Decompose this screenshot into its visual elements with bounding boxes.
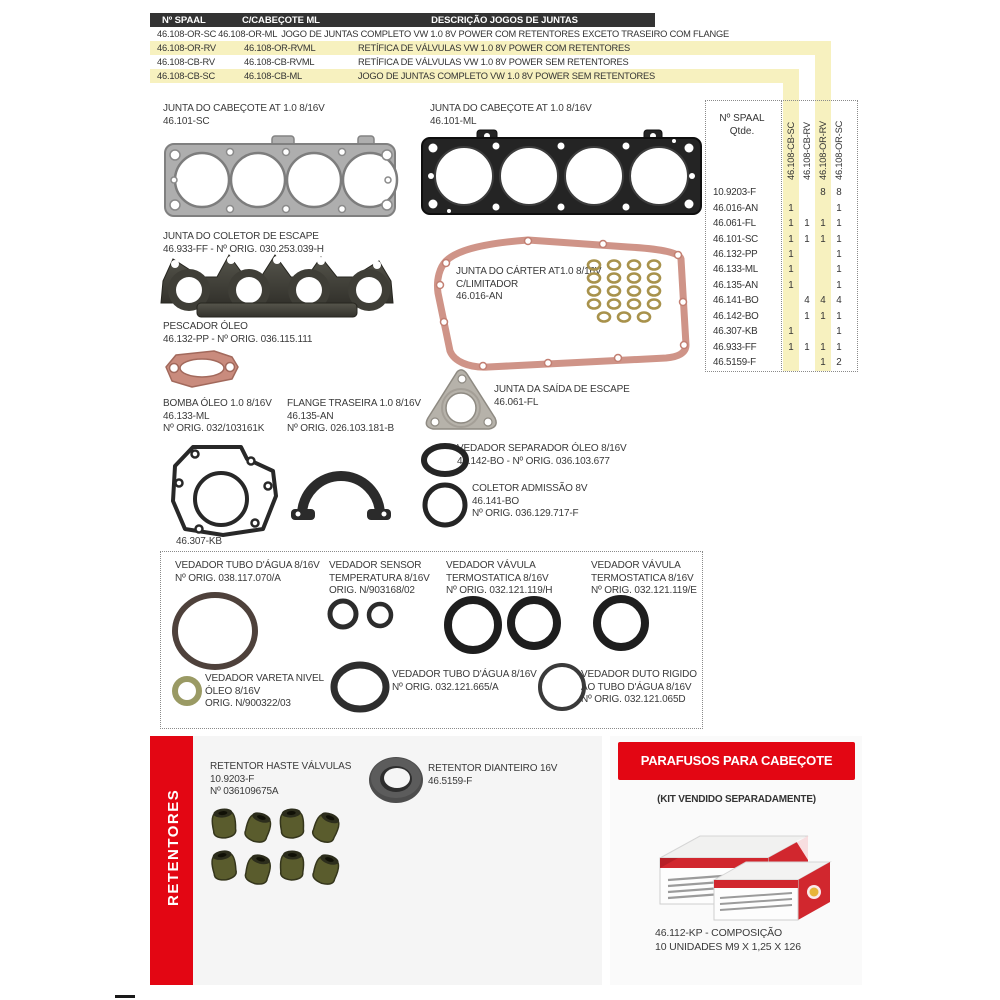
head-gasket-black-image [419, 126, 704, 231]
label-coletor-escape: JUNTA DO COLETOR DE ESCAPE 46.933-FF - Nº ORIG. 030.253.039-H [163, 231, 324, 255]
thermostat-valve-seal-e-image [592, 594, 654, 661]
head-bolts-kit-boxes-image [638, 818, 833, 931]
label-flange-traseira: FLANGE TRASEIRA 1.0 8/16V 46.135-AN Nº ORIG. 026.103.181-B [287, 398, 421, 434]
label-vedador-valvula-termostatica-e: VEDADOR VÁVULA TERMOSTATICA 8/16V Nº ORIG. 032.121.119/E [591, 560, 697, 596]
jogos-table-row: 46.108-OR-RV 46.108-OR-RVML RETÍFICA DE VÁLVULAS VW 1.0 8V POWER COM RETENTORES [150, 41, 655, 55]
label-coletor-admissao: COLETOR ADMISSÃO 8V 46.141-BO Nº ORIG. 036.129.717-F [472, 483, 588, 519]
header-descricao: DESCRIÇÃO JOGOS DE JUNTAS [431, 14, 578, 26]
label-retentor-haste: RETENTOR HASTE VÁLVULAS 10.9203-F Nº 036109675A [210, 761, 352, 797]
qty-table-rows [706, 185, 857, 370]
qty-column-header: 46.108-OR-SC [834, 120, 844, 180]
label-pescador-oleo: PESCADOR ÓLEO 46.132-PP - Nº ORIG. 036.115.111 [163, 321, 313, 345]
page-corner-mark [115, 995, 135, 998]
oil-pickup-gasket-image [162, 347, 242, 396]
label-junta-carter: JUNTA DO CÁRTER AT1.0 8/16V C/LIMITADOR 46.016-AN [456, 266, 602, 302]
intake-manifold-seal-image [418, 480, 472, 535]
connector-band-or-rv-horizontal [655, 41, 831, 55]
label-parafusos-composicao: 46.112-KP - COMPOSIÇÃO 10 UNIDADES M9 X 1,25 X 126 [655, 927, 801, 953]
label-bomba-oleo: BOMBA ÓLEO 1.0 8/16V 46.133-ML Nº ORIG. 032/103161K [163, 398, 272, 434]
label-vedador-valvula-termostatica-h: VEDADOR VÁVULA TERMOSTATICA 8/16V Nº ORIG. 032.121.119/H [446, 560, 553, 596]
qty-table-row: 46.135-AN 1 1 [713, 279, 842, 291]
limiter-rings-image [582, 258, 666, 331]
qty-column-header: 46.108-CB-SC [786, 121, 796, 180]
thermostat-valve-seals-h-image [442, 594, 568, 663]
label-vedador-sensor-temperatura: VEDADOR SENSOR TEMPERATURA 8/16V ORIG. N/903168/02 [329, 560, 430, 596]
valve-stem-seals-image [202, 798, 342, 891]
qty-table-row: 46.142-BO 1 1 1 [713, 310, 842, 322]
dipstick-seal-image [170, 675, 206, 714]
temperature-sensor-seals-image [326, 595, 400, 640]
label-retentor-dianteiro: RETENTOR DIANTEIRO 16V 46.5159-F [428, 763, 558, 787]
qty-table-row: 46.141-BO 4 4 4 [713, 295, 842, 307]
head-gasket-grey-image [162, 130, 400, 235]
qty-table-row: 46.132-PP 1 1 [713, 248, 842, 260]
jogos-de-juntas-table [150, 13, 730, 83]
connector-band-cb-sc-horizontal [655, 69, 799, 83]
label-vedador-tubo-agua-2: VEDADOR TUBO D'ÁGUA 8/16V Nº ORIG. 032.121.665/A [392, 669, 537, 693]
water-tube-seal-small-image [329, 661, 393, 720]
label-kit-46307kb: 46.307-KB [176, 536, 222, 547]
retentores-side-label: RETENTORES [165, 788, 182, 906]
qty-table-row: 46.061-FL 1 1 1 1 [713, 218, 842, 230]
qty-table-row: 46.933-FF 1 1 1 1 [713, 341, 842, 353]
jogos-table-row: 46.108-CB-SC 46.108-CB-ML JOGO DE JUNTAS COMPLETO VW 1.0 8V POWER SEM RETENTORES [150, 69, 655, 83]
label-vedador-vareta-nivel: VEDADOR VARETA NIVEL ÓLEO 8/16V ORIG. N/900322/03 [205, 673, 324, 709]
label-junta-cabecote-ml: JUNTA DO CABEÇOTE AT 1.0 8/16V 46.101-ML [430, 103, 592, 127]
qty-table-row: 46.133-ML 1 1 [713, 264, 842, 276]
front-crankshaft-seal-image [366, 754, 426, 811]
label-saida-escape: JUNTA DA SAÍDA DE ESCAPE 46.061-FL [494, 384, 630, 408]
qty-column-header: 46.108-OR-RV [818, 121, 828, 180]
qty-column-header: 46.108-CB-RV [802, 122, 812, 180]
qty-table-corner-label: Nº SPAAL Qtde. [719, 113, 765, 137]
rigid-duct-seal-image [535, 661, 591, 720]
qty-table-row: 46.101-SC 1 1 1 1 [713, 233, 842, 245]
qty-table-row: 46.016-AN 1 1 [713, 202, 842, 214]
label-junta-cabecote-sc: JUNTA DO CABEÇOTE AT 1.0 8/16V 46.101-SC [163, 103, 325, 127]
header-cabecote: C/CABEÇOTE ML [242, 14, 320, 26]
qty-table-row: 46.5159-F 1 2 [713, 357, 842, 369]
oil-separator-seal-image [418, 440, 472, 485]
rear-flange-gasket-image [288, 441, 394, 530]
water-tube-seal-large-image [169, 590, 261, 677]
label-vedador-tubo-agua-1: VEDADOR TUBO D'ÁGUA 8/16V Nº ORIG. 038.117.070/A [175, 560, 320, 584]
label-vedador-duto-rigido: VEDADOR DUTO RIGIDO AO TUBO D'ÁGUA 8/16V Nº ORIG. 032.121.065D [581, 669, 697, 705]
parafusos-kit-note: (KIT VENDIDO SEPARADAMENTE) [657, 794, 816, 805]
qty-table-row: 46.307-KB 1 1 [713, 326, 842, 338]
jogos-table-row: 46.108-CB-RV 46.108-CB-RVML RETÍFICA DE VÁLVULAS VW 1.0 8V POWER SEM RETENTORES [157, 57, 629, 67]
exhaust-manifold-gasket-image [157, 251, 397, 328]
jogos-table-header [150, 13, 655, 27]
jogos-table-row: 46.108-OR-SC 46.108-OR-ML JOGO DE JUNTAS COMPLETO VW 1.0 8V POWER COM RETENTORES EXCETO TRASEIRO COM FLANGE [157, 29, 730, 39]
parafusos-banner: PARAFUSOS PARA CABEÇOTE [618, 742, 855, 780]
jogos-table-body [150, 27, 730, 83]
header-spaal: Nº SPAAL [162, 14, 206, 26]
oil-pump-gasket-image [163, 441, 288, 546]
exhaust-outlet-gasket-image [421, 366, 503, 441]
label-vedador-separador: VEDADOR SEPARADOR ÓLEO 8/16V 46.142-BO - Nº ORIG. 036.103.677 [457, 443, 627, 467]
qty-table-row: 10.9203-F 8 8 [713, 187, 842, 199]
